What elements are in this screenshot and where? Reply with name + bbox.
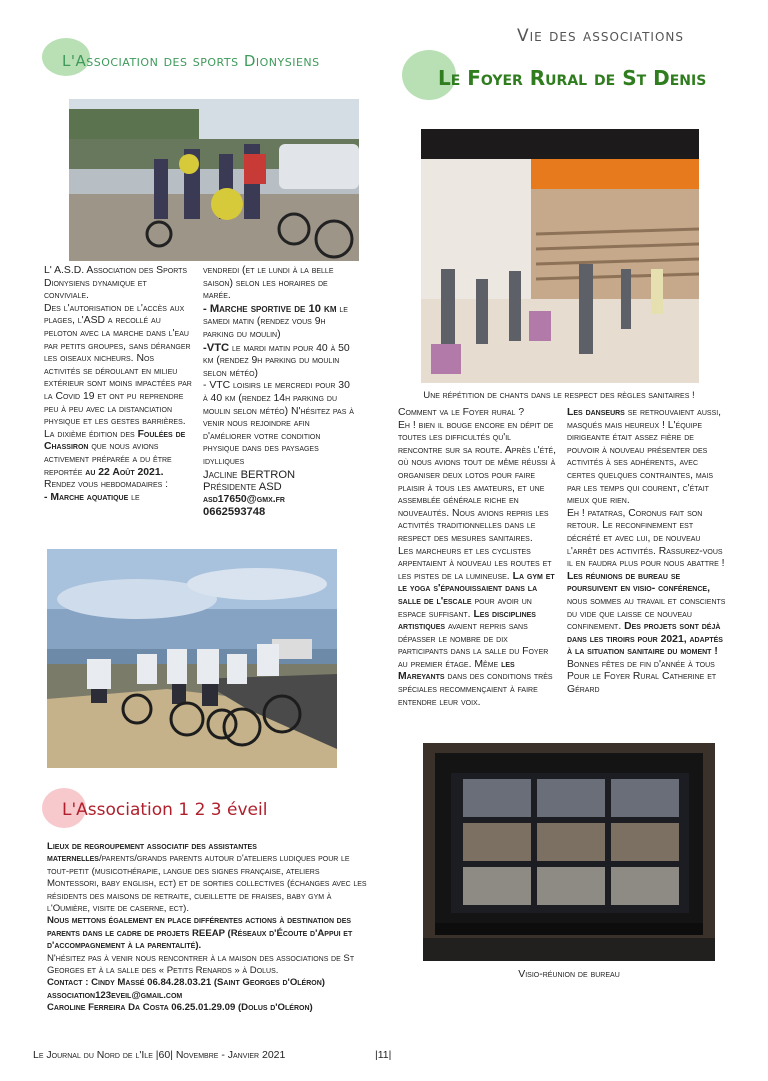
foyer-text-column-2	[567, 407, 727, 697]
visio-meeting-photo	[423, 743, 715, 961]
eveil-contact1: Contact : Cindy Massé 06.84.28.03.21 (Saint Georges d'Oléron)	[47, 977, 325, 989]
foyer-chorus-rehearsal-photo	[421, 129, 699, 383]
section-header: Vie des associations	[517, 26, 684, 46]
foyer-meetings: Les réunions de bureau se poursuivent en visio- conférence, nous sommes au travail et conscients du vide que laisse ce nouveau confinement. Des projets sont déjà dans les tiroirs pour 2021, adaptés à la situation sanitaire du moment !	[567, 570, 726, 658]
foyer-greetings: Bonnes fêtes de fin d'année à tous Pour le Foyer Rural Catherine et Gérard	[567, 658, 717, 696]
foyer-intro: Eh ! bien il bouge encore en dépit de toutes les difficultés qu'il rencontre sur sa route. Après l'été, où nous avions tout de même réussi à organiser deux lotos pour faire plaisir à tous les amateurs, et une assemblée générale riche en nouveautés. Nous avions repris les activités traditionnelles dans le respect des mesures sanitaires.	[398, 419, 557, 544]
eveil-p1: Lieux de regroupement associatif des assistantes maternelles/parents/grands parents autour d'ateliers ludiques pour le tout-petit (musicothérapie, langue des signes française, ateliers Montessori, baby english, ect) et de sorties collectives (échanges avec les résidents des maisons de retraite, cueillette de fraises, baby gym à l'Oumière, visite de caserne, ect).	[47, 841, 367, 915]
eveil-title: L'Association 1 2 3 éveil	[62, 800, 268, 820]
asd-body: Des l'autorisation de l'accès aux plages, l'ASD a recollé au peloton avec la marche dans l'eau par petits groupes, sans déranger les oiseaux nicheurs. Nos activités se déroulant en milieu extérieur sont moins impactées par la Covid 19 et ont pu reprendre peu à peu avec la distanciation physique et les gestes barrières. La dixième édition des Foulées de Chassiron que nous avions activement préparée a du être reportée au 22 Août 2021.	[44, 302, 192, 478]
foyer-question: Comment va le Foyer rural ?	[398, 407, 525, 418]
vtc: -VTC le mardi matin pour 40 à 50 km (rendez 9h parking du moulin selon météo)	[203, 341, 350, 379]
eveil-p3: N'hésitez pas à venir nous rencontrer à la maison des associations de St Georges et à la salle des « Petits Renards » à Dolus.	[47, 952, 355, 977]
eveil-p2: Nous mettons également en place différentes actions à destination des parents dans le cadre de projets REEAP (Réseaux d'Écoute d'Appui et d'accompagnement à la parentalité).	[47, 915, 353, 952]
visio-caption: Visio-réunion de bureau	[518, 968, 620, 980]
foyer-photo-caption: Une répétition de chants dans le respect des règles sanitaires !	[423, 390, 695, 401]
foyer-text-column-1	[398, 407, 558, 709]
foulees-name: Foulées de Chassiron	[44, 428, 186, 453]
vtc-leisure: - VTC loisirs le mercredi pour 30 à 40 km (rendez 14h parking du moulin selon météo) N'hésitez pas à venir nous rejoindre afin d'améliorer votre condition physique dans des paysages idylliques	[203, 380, 354, 467]
asd-group-cyclists-photo	[69, 99, 359, 261]
eveil-email[interactable]: association123eveil@gmail.com	[47, 989, 183, 1001]
asd-title: L'Association des sports Dionysiens	[62, 52, 320, 70]
president-name: Jacline BERTRON	[203, 468, 296, 481]
asd-intro: L' A.S.D. Association des Sports Dionysiens dynamique et conviviale.	[44, 265, 188, 302]
footer-page-number: |11|	[375, 1049, 392, 1061]
asd-email[interactable]: asd17650@gmx.fr	[203, 493, 285, 505]
weekly-meetings-label: Rendez vous hebdomadaires :	[44, 479, 169, 491]
foyer-walkers: Les marcheurs et les cyclistes arpentaient à nouveau les routes et les pistes de la lumineuse. La gym et le yoga s'épanouissaient dans la salle de l'escale pour avoir un espace suffisant. Les disciplines artistiques avaient repris sans dépasser le nombre de dix participants dans la salle du Foyer au premier étage. Même les Mareyants dans des conditions très spéciales recommençaient à faire entendre leur voix.	[398, 545, 555, 708]
foyer-title: Le Foyer Rural de St Denis	[438, 66, 707, 90]
asd-cyclists-coast-photo	[47, 549, 337, 768]
asd-phone: 0662593748	[203, 506, 266, 519]
foyer-reconfinement: Eh ! patatras, Coronus fait son retour. Le reconfinement est décrété et avec lui, de nouveau l'arrêt des activités. Rassurez-vous il en faudra plus pour nous abattre !	[567, 507, 725, 570]
aquatic-walk: - Marche aquatique le	[44, 491, 140, 503]
aquatic-schedule: vendredi (et le lundi à la belle saison) selon les horaires de marée.	[203, 265, 334, 302]
asd-text-column-1	[44, 265, 192, 504]
sport-walk: - Marche sportive de 10 km le samedi matin (rendez vous 9h parking du moulin)	[203, 302, 348, 340]
postponed-date: au 22 Août 2021.	[85, 466, 164, 478]
footer-journal: Le Journal du Nord de l'Ile |60| Novembre - Janvier 2021	[33, 1049, 286, 1061]
eveil-text	[47, 841, 367, 1015]
asd-text-column-2	[203, 265, 355, 519]
eveil-contact2: Caroline Ferreira Da Costa 06.25.01.29.09 (Dolus d'Oléron)	[47, 1002, 313, 1014]
president-title: Présidente ASD	[203, 481, 282, 494]
foyer-dancers: Les danseurs se retrouvaient aussi, masqués mais heureux ! L'équipe dirigeante était assez fière de pouvoir à nouveau présenter des activités à ses adhérents, avec certes quelques contraintes, mais par les temps qui courent, c'était mieux que rien.	[567, 407, 722, 507]
